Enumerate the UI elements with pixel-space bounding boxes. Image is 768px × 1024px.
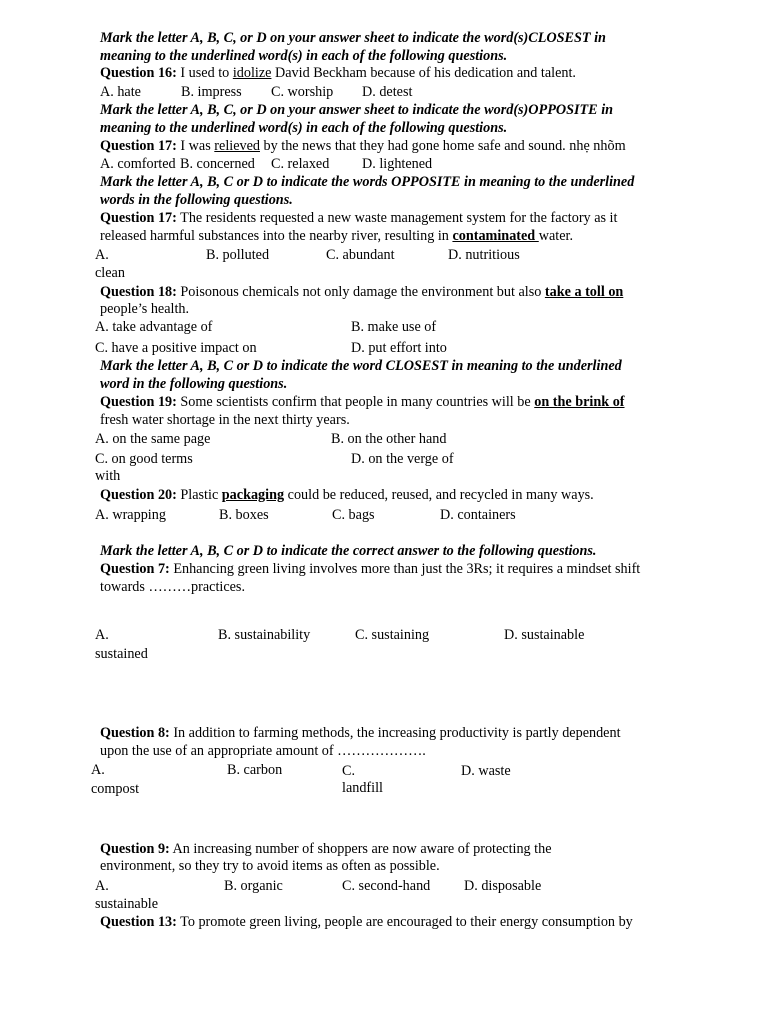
instruction-opposite-line1: Mark the letter A, B, C, or D on your answer sheet to indicate the word(s)OPPOSITE in [100,102,614,118]
q18-option-b: B. make use of [351,319,437,335]
question-text: Some scientists confirm that people in many countries will be [176,394,535,410]
q17a-option-c: C. relaxed [271,156,330,172]
question-9 [100,841,552,858]
question-text: water. [538,228,574,244]
question-18-line2: people’s health. [100,301,190,317]
q8-option-a-continued: compost [91,781,140,797]
question-18 [100,284,623,301]
q9-option-a: A. [95,878,109,894]
q8-option-a: A. [91,762,105,778]
question-20 [100,487,594,504]
instruction-closest-line2: meaning to the underlined word(s) in each of the following questions. [100,48,508,64]
q18-option-a: A. take advantage of [95,319,213,335]
q19-option-b: B. on the other hand [331,431,447,447]
question-label: Question 17: [100,138,177,154]
question-7 [100,561,640,578]
q20-option-a: A. wrapping [95,507,166,523]
q9-option-b: B. organic [224,878,283,894]
instruction-closest-line1: Mark the letter A, B, C, or D on your answer sheet to indicate the word(s)CLOSEST in [100,30,606,46]
q9-option-a-continued: sustainable [95,896,159,912]
q7-option-b: B. sustainability [218,627,311,643]
q7-option-a: A. [95,627,109,643]
instruction-closest2-line2: word in the following questions. [100,376,288,392]
instruction-opposite2-line2: words in the following questions. [100,192,293,208]
q20-option-d: D. containers [440,507,516,523]
q19-option-c: C. on good terms [95,451,193,467]
question-text: released harmful substances into the nearby river, resulting in [100,228,453,244]
underlined-word: on the brink of [534,394,625,410]
question-7-line2: towards ………practices. [100,579,245,595]
q16-option-d: D. detest [362,84,413,100]
question-19 [100,394,625,411]
question-text: I used to [176,65,233,81]
question-label: Question 20: [100,487,177,503]
question-13 [100,914,633,931]
question-17-relieved [100,138,626,155]
question-text: To promote green living, people are encouraged to their energy consumption by [176,914,633,930]
q17b-option-d: D. nutritious [448,247,520,263]
question-label: Question 7: [100,561,170,577]
instruction-opposite-line2: meaning to the underlined word(s) in each of the following questions. [100,120,508,136]
q18-option-c: C. have a positive impact on [95,340,257,356]
q17b-option-c: C. abundant [326,247,395,263]
question-8 [100,725,621,742]
q20-option-c: C. bags [332,507,375,523]
question-16 [100,65,576,82]
question-label: Question 13: [100,914,177,930]
instruction-opposite2-line1: Mark the letter A, B, C or D to indicate the words OPPOSITE in meaning to the underlined [100,174,635,190]
q7-option-d: D. sustainable [504,627,585,643]
question-label: Question 18: [100,284,177,300]
question-label: Question 17: [100,210,177,226]
question-text: Plastic [176,487,222,503]
q16-option-b: B. impress [181,84,242,100]
q17a-option-a: A. comforted [100,156,176,172]
question-label: Question 9: [100,841,170,857]
q8-option-c: C. [342,763,356,779]
q9-option-d: D. disposable [464,878,542,894]
q16-option-c: C. worship [271,84,334,100]
q8-option-b: B. carbon [227,762,283,778]
instruction-correct-answer: Mark the letter A, B, C or D to indicate the correct answer to the following questions. [100,543,597,559]
underlined-word: contaminated [452,228,539,244]
q19-option-a: A. on the same page [95,431,211,447]
q7-option-c: C. sustaining [355,627,430,643]
underlined-word: idolize [232,65,272,81]
q19-option-d: D. on the verge of [351,451,454,467]
question-text: by the news that they had gone home safe and sound. nhẹ nhõm [259,138,626,154]
q18-option-d: D. put effort into [351,340,447,356]
q17b-option-b: B. polluted [206,247,270,263]
question-text: The residents requested a new waste management system for the factory as it [176,210,618,226]
q9-option-c: C. second-hand [342,878,431,894]
q7-option-a-continued: sustained [95,646,148,662]
question-17-contaminated [100,210,617,227]
instruction-closest2-line1: Mark the letter A, B, C or D to indicate the word CLOSEST in meaning to the underlined [100,358,622,374]
underlined-word: packaging [221,487,285,503]
question-text: An increasing number of shoppers are now aware of protecting the [169,841,552,857]
question-19-line2: fresh water shortage in the next thirty years. [100,412,350,428]
q17b-option-a-continued: clean [95,265,125,281]
question-9-line2: environment, so they try to avoid items as often as possible. [100,858,440,874]
question-label: Question 16: [100,65,177,81]
question-text: In addition to farming methods, the increasing productivity is partly dependent [169,725,621,741]
underlined-word: relieved [214,138,260,154]
underlined-word: take a toll on [544,284,624,300]
question-text: Poisonous chemicals not only damage the environment but also [176,284,545,300]
question-text: could be reduced, reused, and recycled in many ways. [284,487,594,503]
question-text: Enhancing green living involves more than just the 3Rs; it requires a mindset shift [169,561,641,577]
q16-option-a: A. hate [100,84,141,100]
q8-option-d: D. waste [461,763,511,779]
q19-option-c-continued: with [95,468,121,484]
question-17-line2 [100,228,573,245]
q17b-option-a: A. [95,247,109,263]
question-label: Question 8: [100,725,170,741]
question-text: I was [176,138,215,154]
q17a-option-d: D. lightened [362,156,433,172]
q20-option-b: B. boxes [219,507,269,523]
question-label: Question 19: [100,394,177,410]
q17a-option-b: B. concerned [180,156,255,172]
question-8-line2: upon the use of an appropriate amount of ………………. [100,743,426,759]
q8-option-c-continued: landfill [342,780,383,796]
question-text: David Beckham because of his dedication and talent. [271,65,576,81]
